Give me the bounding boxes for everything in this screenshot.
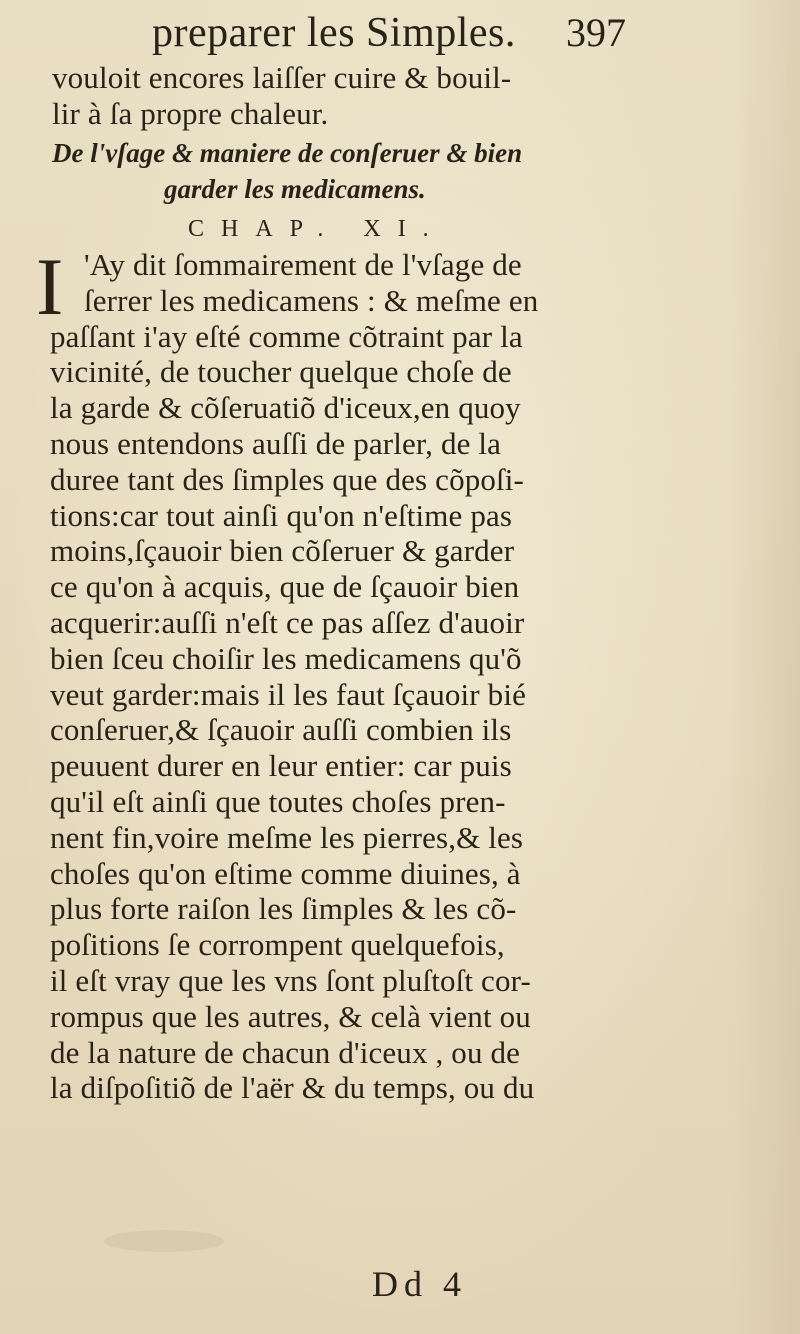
text-line: il eſt vray que les vns ſont pluſtoſt cor- <box>50 962 531 998</box>
page-number: 397 <box>566 10 626 55</box>
text-line: acquerir:auſſi n'eſt ce pas aſſez d'auoir <box>50 604 525 640</box>
text-line: tions:car tout ainſi qu'on n'eſtime pas <box>50 497 513 533</box>
chapter-label: CHAP. XI. <box>188 216 446 242</box>
running-head <box>0 8 800 60</box>
text-line: conſeruer,& ſçauoir auſſi combien ils <box>50 712 512 748</box>
running-title: preparer les Simples. <box>152 10 516 56</box>
text-line: qu'il eſt ainſi que toutes choſes pren- <box>50 783 506 819</box>
text-line: ſerrer les medicamens : & meſme en <box>84 282 539 318</box>
text-line: 'Ay dit ſommairement de l'vſage de <box>84 247 522 282</box>
text-line: peuuent durer en leur entier: car puis <box>50 748 512 784</box>
text-line: rompus que les autres, & celà vient ou <box>50 998 531 1034</box>
text-line: poſitions ſe corrompent quelquefois, <box>50 927 505 963</box>
text-line: nous entendons auſſi de parler, de la <box>50 425 502 461</box>
text-line: de la nature de chacun d'iceux , ou de <box>50 1034 521 1070</box>
drop-initial: I <box>36 241 64 332</box>
text-line: paſſant i'ay eſté comme cõtraint par la <box>50 318 523 354</box>
text-line: nent fin,voire meſme les pierres,& les <box>50 819 524 855</box>
ink-bleed-mark <box>104 1230 224 1252</box>
section-heading <box>52 136 652 208</box>
text-line: la diſpoſitiõ de l'aër & du temps, ou du <box>50 1070 535 1106</box>
text-line: la garde & cõſeruatiõ d'iceux,en quoy <box>50 390 521 426</box>
chapter-body <box>36 241 636 1106</box>
text-line: vicinité, de toucher quelque choſe de <box>50 354 512 390</box>
text-line: ce qu'on à acquis, que de ſçauoir bien <box>50 569 520 605</box>
text-line: veut garder:mais il les faut ſçauoir bié <box>50 676 526 712</box>
signature-mark: Dd 4 <box>372 1264 467 1304</box>
text-line: choſes qu'on eſtime comme diuines, à <box>50 855 521 891</box>
text-line: lir à ſa propre chaleur. <box>52 95 329 131</box>
text-line: vouloit encores laiſſer cuire & bouil- <box>52 60 512 95</box>
carryover-paragraph <box>52 60 632 132</box>
page-fold-shadow <box>730 0 800 1334</box>
text-line: moins,ſçauoir bien cõſeruer & garder <box>50 533 515 569</box>
text-line: duree tant des ſimples que des cõpoſi- <box>50 461 525 497</box>
heading-line: garder les medicamens. <box>164 174 426 204</box>
text-line: bien ſceu choiſir les medicamens qu'õ <box>50 640 522 676</box>
heading-line: De l'vſage & maniere de conſeruer & bien <box>52 138 523 168</box>
text-line: plus forte raiſon les ſimples & les cõ- <box>50 891 517 927</box>
